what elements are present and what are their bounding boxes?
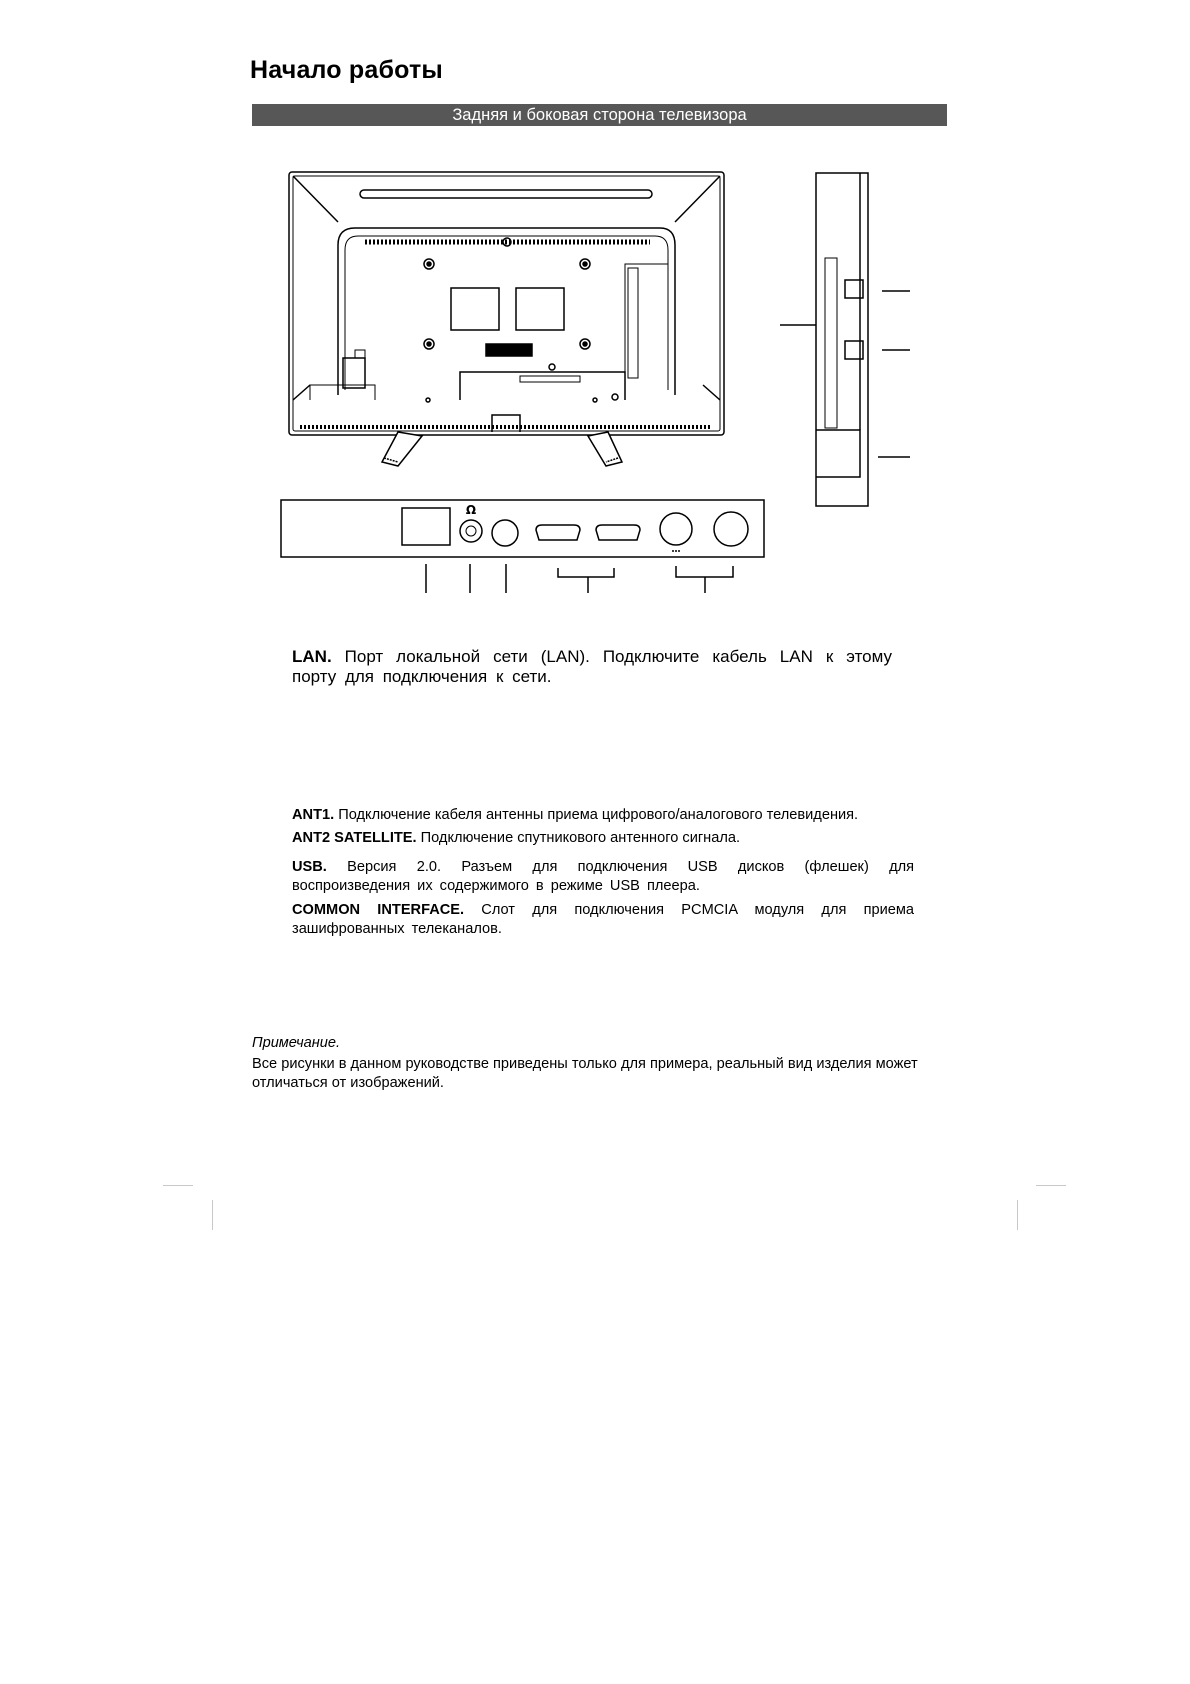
crop-mark [1036,1185,1066,1186]
ant1-term: ANT1. [292,807,335,823]
page-title: Начало работы [250,56,443,84]
usb-description [292,858,914,896]
note-label: Примечание. [252,1035,341,1051]
ant2-term: ANT2 SATELLITE. [292,830,417,846]
ant2-description [292,829,932,848]
section-header-text: Задняя и боковая сторона телевизора [452,105,747,124]
ant1-description [292,806,932,825]
lan-port [402,508,450,545]
tv-connector-diagram [0,0,1190,700]
tv-back-panel [289,172,724,466]
crop-mark [212,1200,213,1230]
ant2-text: Подключение спутникового антенного сигнала. [416,830,741,846]
hdmi1-port [536,525,580,540]
lan-description [292,647,892,687]
crop-mark [163,1185,193,1186]
common-interface-text: Слот для подключения PCMCIA модуля для приема зашифрованных телеканалов. [292,902,915,937]
lan-term: LAN. [292,647,332,666]
common-interface-term: COMMON INTERFACE. [292,902,465,918]
usb-text: Версия 2.0. Разъем для подключения USB дисков (флешек) для воспроизведения их содержимого в режиме USB плеера. [292,859,914,894]
note-text: Все рисунки в данном руководстве приведены только для примера, реальный вид изделия может отличаться от изображений. [252,1056,918,1091]
headphone-jack [460,520,482,542]
ant2-port [714,512,748,546]
bottom-connector-strip [281,500,764,593]
ant1-port [660,513,692,545]
ant1-text: Подключение кабеля антенны приема цифрового/аналогового телевидения. [334,807,859,823]
usb-term: USB. [292,859,327,875]
av-jack [492,520,518,546]
tv-side-view [780,173,910,506]
common-interface-description [292,901,914,939]
crop-mark [1017,1200,1018,1230]
lan-text: Порт локальной сети (LAN). Подключите кабель LAN к этому порту для подключения к сети. [292,647,892,686]
hdmi2-port [596,525,640,540]
headphone-icon: Ω [465,503,477,517]
